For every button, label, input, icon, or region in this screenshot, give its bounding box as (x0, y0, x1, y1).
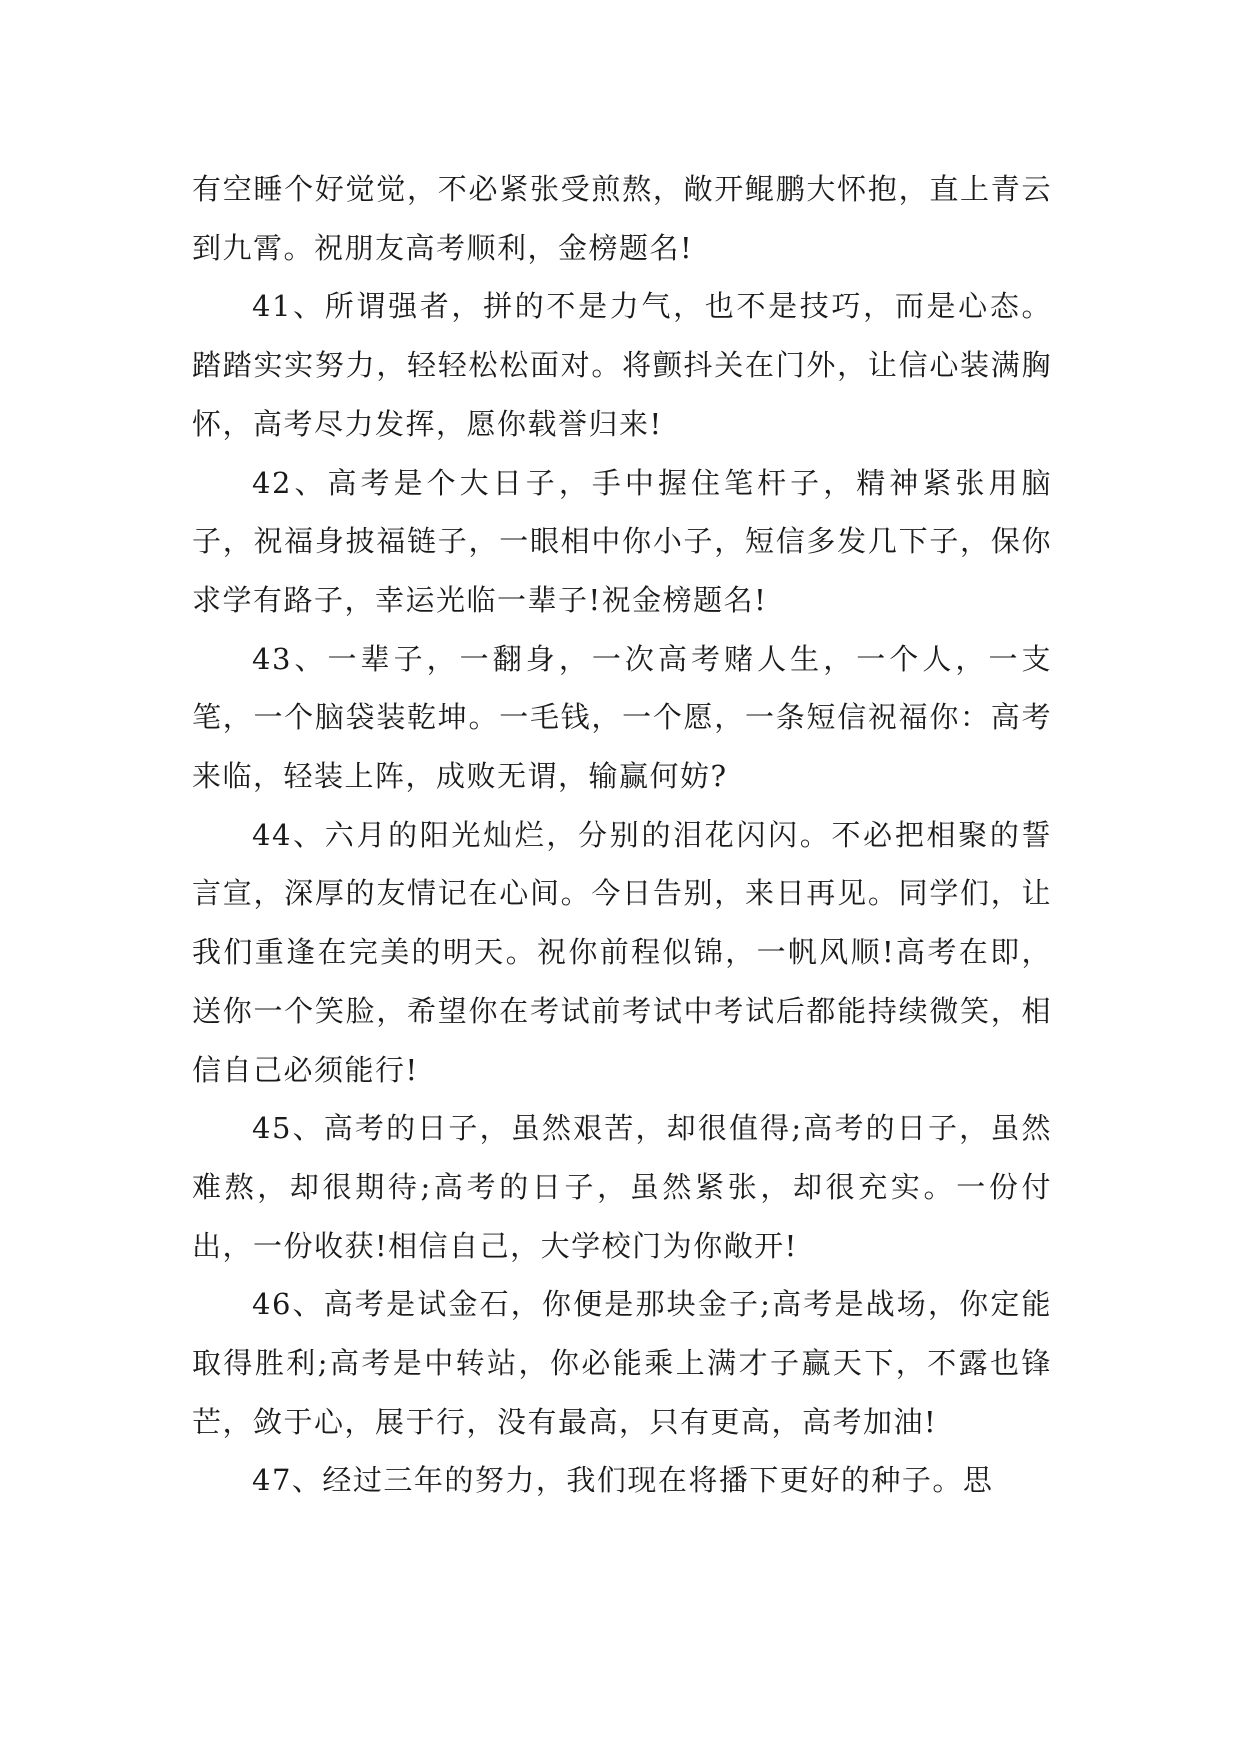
paragraph: 43、一辈子，一翻身，一次高考赌人生，一个人，一支笔，一个脑袋装乾坤。一毛钱，一个愿，一条短信祝福你：高考来临，轻装上阵，成败无谓，输赢何妨? (192, 641, 1052, 794)
document-body (192, 160, 1052, 1510)
paragraph: 42、高考是个大日子，手中握住笔杆子，精神紧张用脑子，祝福身披福链子，一眼相中你小子，短信多发几下子，保你求学有路子，幸运光临一辈子!祝金榜题名! (192, 465, 1052, 617)
paragraph: 44、六月的阳光灿烂，分别的泪花闪闪。不必把相聚的誓言宣，深厚的友情记在心间。今日告别，来日再见。同学们，让我们重逢在完美的明天。祝你前程似锦，一帆风顺!高考在即，送你一个笑脸，希望你在考试前考试中考试后都能持续微笑，相信自己必须能行! (192, 817, 1052, 1087)
paragraph: 41、所谓强者，拼的不是力气，也不是技巧，而是心态。踏踏实实努力，轻轻松松面对。将颤抖关在门外，让信心装满胸怀，高考尽力发挥，愿你载誉归来! (192, 289, 1052, 441)
paragraph: 有空睡个好觉觉，不必紧张受煎熬，敞开鲲鹏大怀抱，直上青云到九霄。祝朋友高考顺利，金榜题名! (192, 172, 1052, 265)
paragraph: 47、经过三年的努力，我们现在将播下更好的种子。思 (252, 1463, 994, 1498)
paragraph: 46、高考是试金石，你便是那块金子;高考是战场，你定能取得胜利;高考是中转站，你必能乘上满才子赢天下，不露也锋芒，敛于心，展于行，没有最高，只有更高，高考加油! (192, 1287, 1052, 1439)
paragraph: 45、高考的日子，虽然艰苦，却很值得;高考的日子，虽然难熬，却很期待;高考的日子，虽然紧张，却很充实。一份付出，一份收获!相信自己，大学校门为你敞开! (192, 1111, 1052, 1263)
